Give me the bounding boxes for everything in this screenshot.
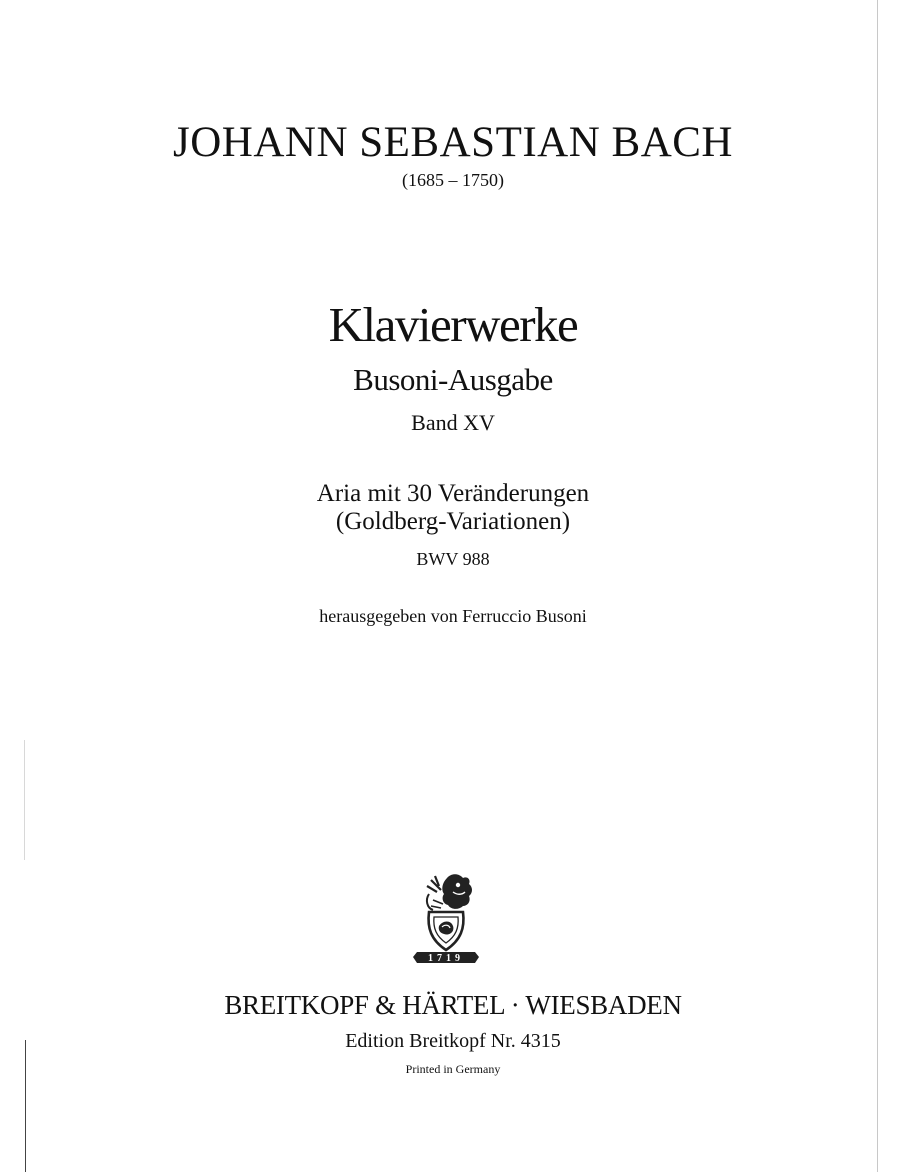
piece-subtitle: (Goldberg-Variationen) — [335, 508, 571, 535]
work-title: Klavierwerke — [328, 297, 578, 352]
printed-in: Printed in Germany — [405, 1062, 501, 1076]
catalog-number: BWV 988 — [416, 549, 490, 569]
piece-title: Aria mit 30 Veränderungen — [316, 480, 590, 507]
page-edge-left-faint — [24, 740, 25, 860]
composer-name: JOHANN SEBASTIAN BACH — [173, 119, 733, 166]
publisher-name: BREITKOPF & HÄRTEL · WIESBADEN — [224, 990, 682, 1020]
volume-number: Band XV — [411, 410, 495, 435]
breitkopf-bear-crest-icon — [413, 870, 479, 966]
page-edge-left — [25, 1040, 26, 1172]
composer-dates: (1685 – 1750) — [402, 170, 504, 190]
logo-year: 1719 — [428, 953, 464, 964]
edition-name: Busoni-Ausgabe — [353, 362, 553, 397]
editor-credit: herausgegeben von Ferruccio Busoni — [319, 606, 587, 626]
edition-number: Edition Breitkopf Nr. 4315 — [345, 1030, 561, 1052]
